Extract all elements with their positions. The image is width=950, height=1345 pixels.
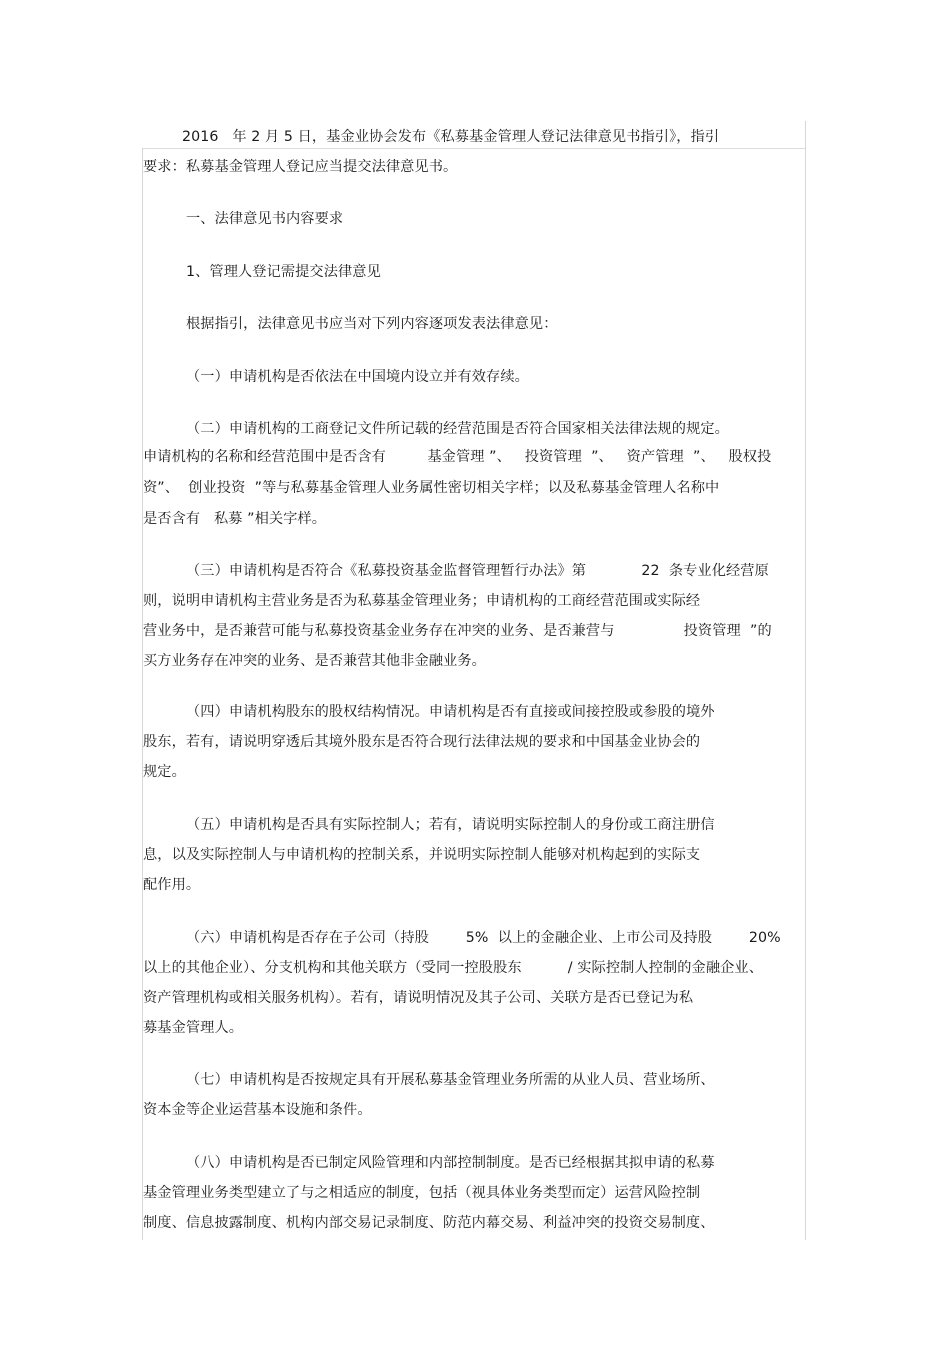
item-2-line-2: 申请机构的名称和经营范围中是否含有 基金管理 ”、 投资管理 ”、 资产管理 ”、 股权投 bbox=[143, 449, 772, 465]
item-3-line-2: 则，说明申请机构主营业务是否为私募基金管理业务；申请机构的工商经营范围或实际经 bbox=[143, 593, 701, 609]
item-3-line-1: （三）申请机构是否符合《私募投资基金监督管理暂行办法》第 22 条专业化经营原 bbox=[186, 563, 769, 579]
item-5-line-2: 息，以及实际控制人与申请机构的控制关系，并说明实际控制人能够对机构起到的实际支 bbox=[143, 847, 701, 863]
item-8-line-3: 制度、信息披露制度、机构内部交易记录制度、防范内幕交易、利益冲突的投资交易制度、 bbox=[143, 1215, 715, 1231]
item-6-line-3: 资产管理机构或相关服务机构）。若有，请说明情况及其子公司、关联方是否已登记为私 bbox=[143, 990, 694, 1006]
item-2-line-3: 资”、 创业投资 ”等与私募基金管理人业务属性密切相关字样；以及私募基金管理人名称中 bbox=[143, 480, 720, 496]
item-3-line-4: 买方业务存在冲突的业务、是否兼营其他非金融业务。 bbox=[143, 653, 486, 669]
item-8-line-2: 基金管理业务类型建立了与之相适应的制度，包括（视具体业务类型而定）运营风险控制 bbox=[143, 1185, 701, 1201]
item-4-line-1: （四）申请机构股东的股权结构情况。申请机构是否有直接或间接控股或参股的境外 bbox=[186, 704, 715, 720]
intro-line-2: 要求：私募基金管理人登记应当提交法律意见书。 bbox=[143, 159, 458, 175]
item-5-line-3: 配作用。 bbox=[143, 877, 201, 893]
item-6-line-1: （六）申请机构是否存在子公司（持股 5% 以上的金融企业、上市公司及持股 20% bbox=[186, 930, 781, 946]
lead-paragraph: 根据指引，法律意见书应当对下列内容逐项发表法律意见： bbox=[186, 316, 558, 332]
item-6-line-4: 募基金管理人。 bbox=[143, 1020, 244, 1036]
intro-line-1: 2016 年 2 月 5 日，基金业协会发布《私募基金管理人登记法律意见书指引》，指引 bbox=[182, 129, 720, 145]
item-5-line-1: （五）申请机构是否具有实际控制人；若有，请说明实际控制人的身份或工商注册信 bbox=[186, 817, 715, 833]
item-7-line-2: 资本金等企业运营基本设施和条件。 bbox=[143, 1102, 372, 1118]
page-border-left bbox=[142, 148, 143, 1240]
item-3-line-3: 营业务中，是否兼营可能与私募投资基金业务存在冲突的业务、是否兼营与 投资管理 ”的 bbox=[143, 623, 772, 639]
item-8-line-1: （八）申请机构是否已制定风险管理和内部控制制度。是否已经根据其拟申请的私募 bbox=[186, 1155, 715, 1171]
page-border-top bbox=[142, 148, 806, 149]
page-border-right bbox=[805, 121, 806, 1240]
item-2-line-4: 是否含有 私募 ”相关字样。 bbox=[143, 511, 327, 527]
item-4-line-2: 股东，若有，请说明穿透后其境外股东是否符合现行法律法规的要求和中国基金业协会的 bbox=[143, 734, 701, 750]
item-1-line-1: （一）申请机构是否依法在中国境内设立并有效存续。 bbox=[186, 369, 529, 385]
subsection-title: 1、管理人登记需提交法律意见 bbox=[186, 264, 381, 280]
item-2-line-1: （二）申请机构的工商登记文件所记载的经营范围是否符合国家相关法律法规的规定。 bbox=[186, 421, 729, 437]
item-4-line-3: 规定。 bbox=[143, 764, 186, 780]
item-7-line-1: （七）申请机构是否按规定具有开展私募基金管理业务所需的从业人员、营业场所、 bbox=[186, 1072, 715, 1088]
section-title: 一、法律意见书内容要求 bbox=[186, 211, 344, 227]
item-6-line-2: 以上的其他企业）、分支机构和其他关联方（受同一控股股东 / 实际控制人控制的金融企业、 bbox=[143, 960, 763, 976]
